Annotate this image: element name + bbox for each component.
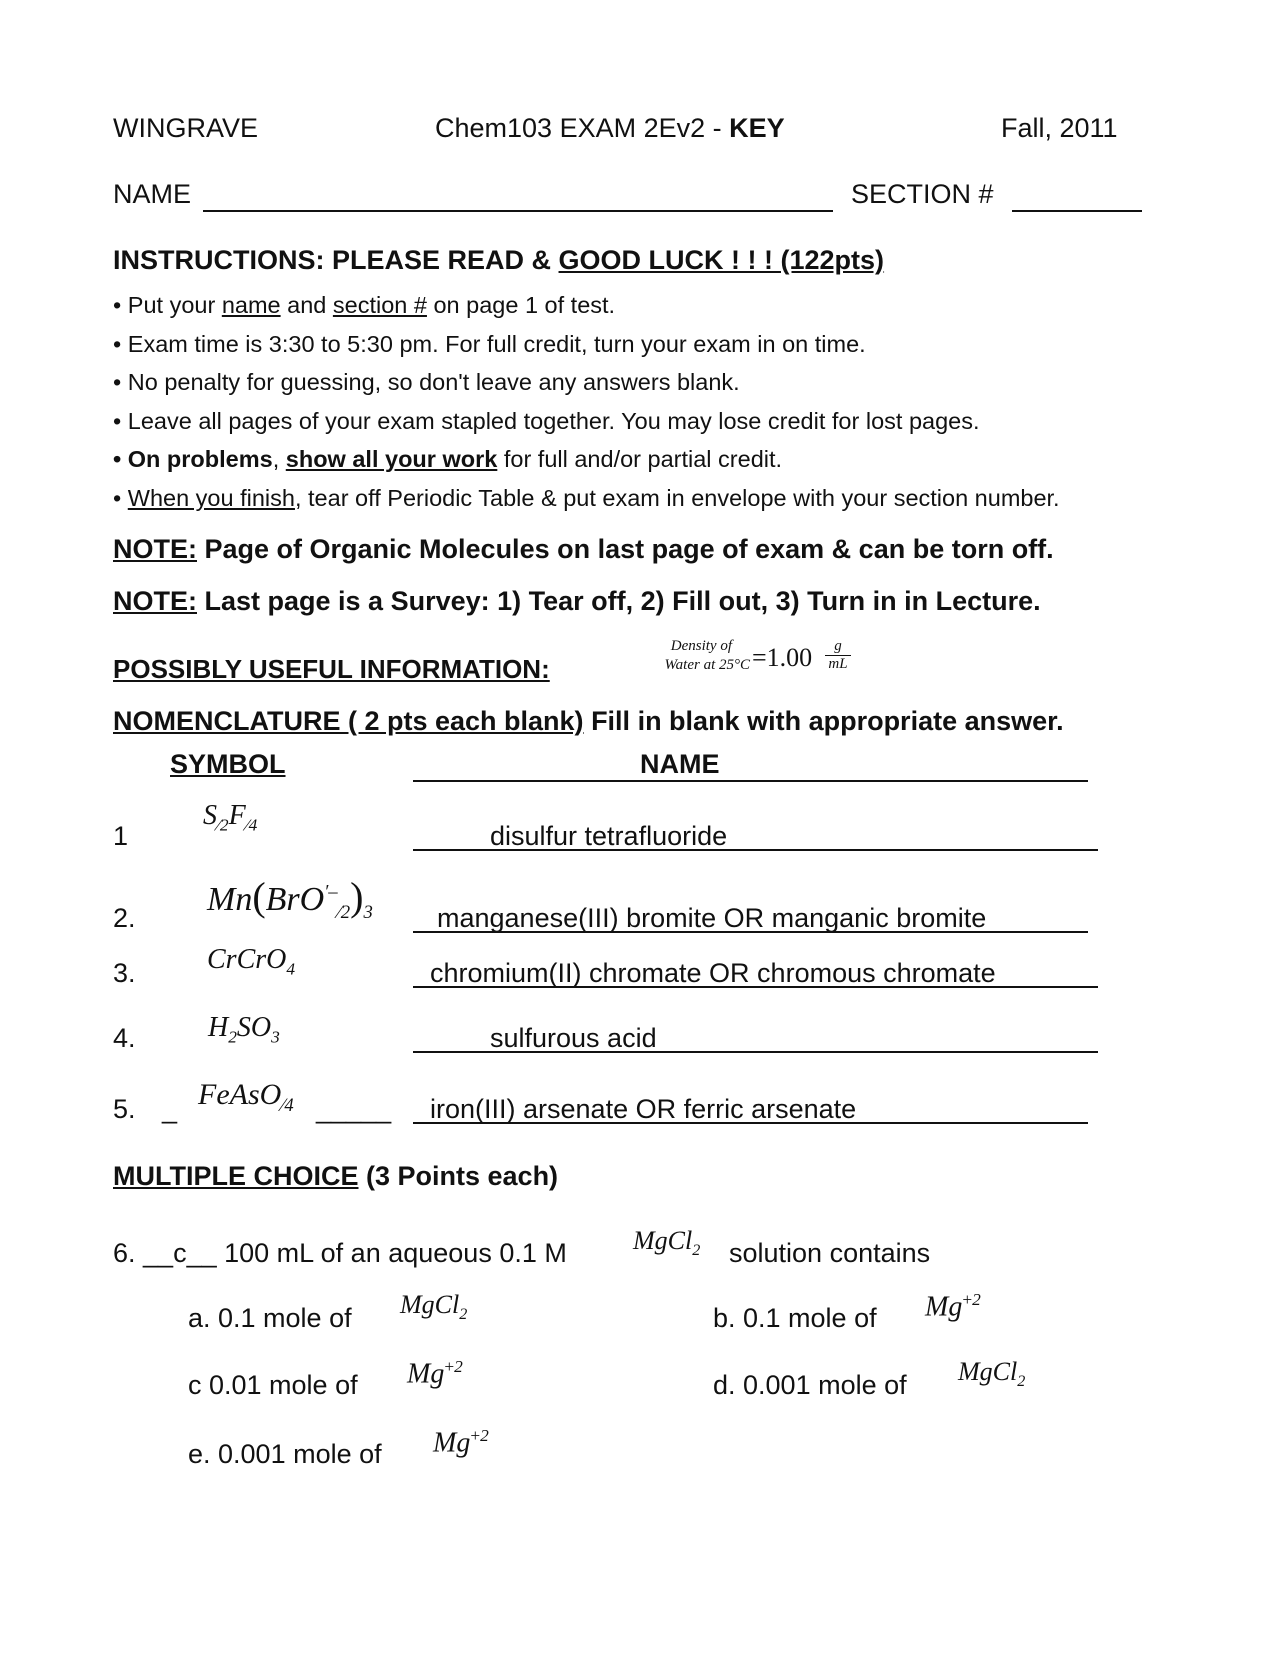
item-number: 4. <box>113 1023 136 1053</box>
bullet: • <box>113 331 122 357</box>
option-a[interactable]: a. 0.1 mole of <box>188 1303 352 1333</box>
mc-title: MULTIPLE CHOICE <box>113 1161 359 1191</box>
note-label: NOTE: <box>113 534 197 564</box>
instructions-heading-text: INSTRUCTIONS: PLEASE READ & <box>113 245 559 275</box>
density-line: Water at 25°C <box>664 657 750 673</box>
nomenclature-instruction: Fill in blank with appropriate answer. <box>583 706 1064 736</box>
text: , tear off Periodic Table & put exam in envelope with your section number. <box>294 485 1060 511</box>
formula-mg-ion: $Mg^{+2}$ <box>433 1426 489 1459</box>
answer-text: sulfurous acid <box>490 1023 657 1053</box>
nomenclature-title: NOMENCLATURE ( 2 pts each blank) <box>113 706 584 736</box>
formula-feaso4: FeAsO$_{⁄4}$ <box>198 1078 294 1116</box>
option-e[interactable]: e. 0.001 mole of <box>188 1439 382 1469</box>
item-number: 1 <box>113 821 129 851</box>
good-luck-text: GOOD LUCK ! ! ! (122pts) <box>558 245 885 275</box>
question-text: 100 mL of an aqueous 0.1 M <box>216 1238 567 1268</box>
item-number: 2. <box>113 903 136 933</box>
name-field[interactable] <box>203 180 833 212</box>
bullet: • <box>113 369 122 395</box>
formula-mn-bro2-3: $Mn(BrO^{'-}_{⁄2})_3$ <box>207 874 373 923</box>
item-number: 3. <box>113 958 136 988</box>
instruction-item <box>113 292 615 319</box>
question-number: 6. <box>113 1238 144 1268</box>
formula-mg-ion: $Mg^{+2}$ <box>925 1290 981 1323</box>
text: for full and/or partial credit. <box>497 446 783 472</box>
note-text: Page of Organic Molecules on last page of exam & can be torn off. <box>197 534 1054 564</box>
density-label <box>655 637 750 675</box>
exam-title <box>435 113 785 144</box>
name-underlined: name <box>221 292 281 318</box>
exam-term: Fall, 2011 <box>1001 113 1118 143</box>
instruction-item <box>113 446 782 473</box>
text: No penalty for guessing, so don't leave any answers blank. <box>121 369 740 395</box>
col-symbol-header: SYMBOL <box>170 749 286 779</box>
note-text: Last page is a Survey: 1) Tear off, 2) Fill out, 3) Turn in in Lecture. <box>197 586 1041 616</box>
item5-prefix: _ <box>162 1094 178 1124</box>
formula-crcro4: CrCrO$_4$ <box>207 944 296 979</box>
answer-blank[interactable]: __c__ <box>143 1238 217 1268</box>
answer-text: manganese(III) bromite OR manganic bromite <box>437 903 987 933</box>
density-unit <box>825 638 851 673</box>
item-number: 5. <box>113 1094 136 1124</box>
option-c[interactable]: c 0.01 mole of <box>188 1370 358 1400</box>
note-survey <box>113 586 1041 617</box>
bullet: • <box>113 408 122 434</box>
note-label: NOTE: <box>113 586 197 616</box>
answer-text: disulfur tetrafluoride <box>490 821 728 851</box>
density-value: =1.00 <box>752 643 813 672</box>
text: and <box>280 292 333 318</box>
instruction-item <box>113 408 980 435</box>
text: Exam time is 3:30 to 5:30 pm. For full credit, turn your exam in on time. <box>121 331 866 357</box>
option-d[interactable]: d. 0.001 mole of <box>713 1370 907 1400</box>
section-label: SECTION # <box>851 179 994 209</box>
formula-mgcl2: MgCl$_2$ <box>633 1226 701 1260</box>
text: , <box>272 446 286 472</box>
mc-heading <box>113 1161 558 1192</box>
text: Leave all pages of your exam stapled together. You may lose credit for lost pages. <box>121 408 980 434</box>
bullet: • <box>113 485 122 511</box>
section-underlined: section # <box>332 292 427 318</box>
answer-text: iron(III) arsenate OR ferric arsenate <box>430 1094 857 1124</box>
on-problems-text: On problems <box>121 446 273 472</box>
name-label: NAME <box>113 179 192 209</box>
bullet: • <box>113 292 122 318</box>
answer-text: chromium(II) chromate OR chromous chromate <box>430 958 996 988</box>
bullet: • <box>113 446 122 472</box>
formula-mg-ion: $Mg^{+2}$ <box>407 1357 463 1390</box>
question-6-stem <box>113 1238 567 1269</box>
unit-numerator: g <box>825 638 851 656</box>
note-organic <box>113 534 1054 565</box>
text: on page 1 of test. <box>426 292 616 318</box>
nomenclature-heading <box>113 706 1064 737</box>
instructions-heading <box>113 245 884 276</box>
show-work-text: show all your work <box>285 446 498 472</box>
unit-denominator: mL <box>828 656 848 672</box>
instruction-item <box>113 369 740 396</box>
useful-info-heading: POSSIBLY USEFUL INFORMATION: <box>113 654 550 684</box>
text: Put your <box>121 292 222 318</box>
when-you-finish-text: When you finish <box>127 485 295 511</box>
exam-key-label: KEY <box>729 113 785 143</box>
mc-points: (3 Points each) <box>358 1161 559 1191</box>
instruction-item <box>113 331 866 358</box>
density-line: Density of <box>670 638 732 654</box>
formula-mgcl2: MgCl$_2$ <box>958 1357 1026 1391</box>
instructor-name: WINGRAVE <box>113 113 259 143</box>
col-name-header-line <box>413 748 1088 782</box>
instruction-item <box>113 485 1060 512</box>
formula-s2f4: $S_{⁄2}F_{⁄4}$ <box>203 800 258 835</box>
section-field[interactable] <box>1012 180 1142 212</box>
question-text-end: solution contains <box>729 1238 931 1268</box>
exam-title-text: Chem103 EXAM 2Ev2 - <box>435 113 730 143</box>
formula-h2so3: $H_2SO_3$ <box>208 1012 280 1047</box>
option-b[interactable]: b. 0.1 mole of <box>713 1303 877 1333</box>
col-name-header: NAME <box>640 749 720 779</box>
item5-gap: _____ <box>316 1094 392 1124</box>
formula-mgcl2: MgCl$_2$ <box>400 1290 468 1324</box>
